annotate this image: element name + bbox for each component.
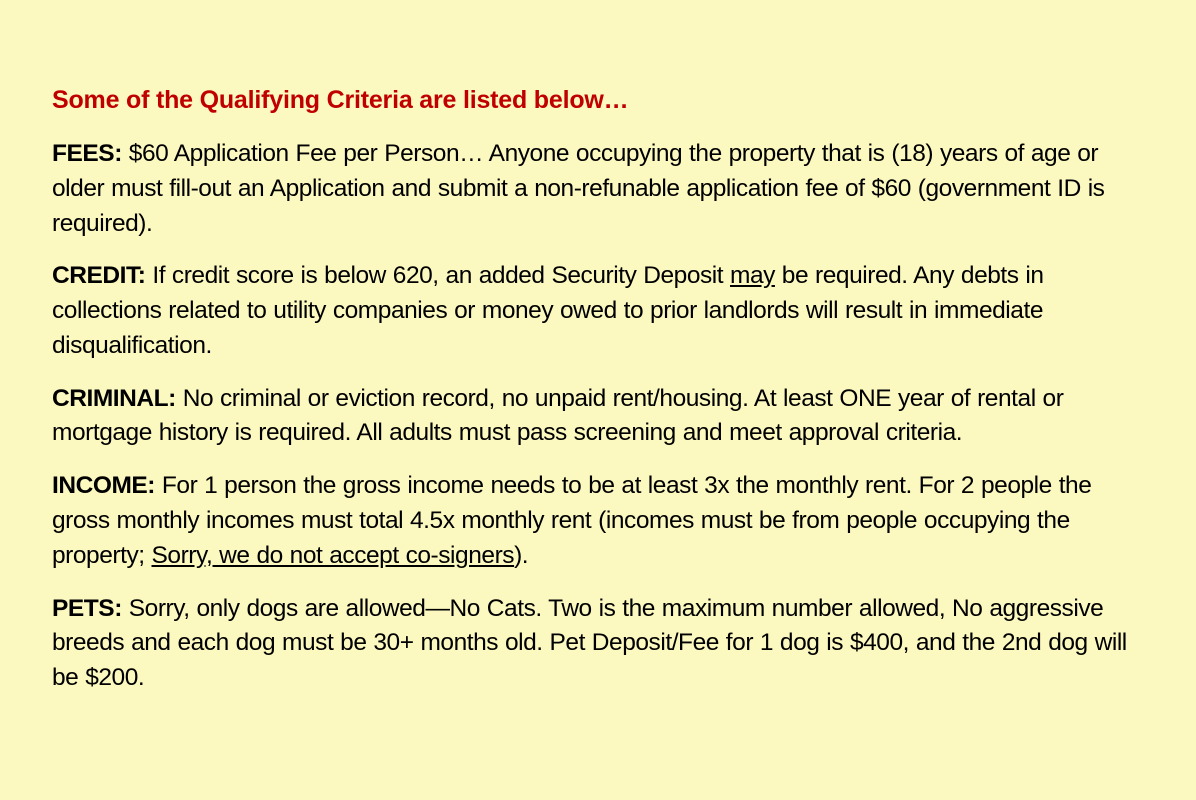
- criminal-text: No criminal or eviction record, no unpaid rent/housing. At least ONE year of rental or mortgage history is required. All adults must pass screening and meet approval criteria.: [52, 384, 1064, 447]
- criteria-paragraph-income: [52, 469, 1148, 573]
- criteria-paragraph-credit: [52, 259, 1148, 363]
- page-title: Some of the Qualifying Criteria are listed below…: [52, 86, 629, 114]
- criteria-paragraph-criminal: [52, 382, 1148, 452]
- fees-label: FEES:: [52, 140, 122, 167]
- income-label: INCOME:: [52, 472, 156, 500]
- credit-text-part-2: be required. Any debts in collections related to utility companies or money owed to prior landlords will result in immediate disqualification.: [52, 262, 1044, 359]
- credit-text-part-1: If credit score is below 620, an added Security Deposit: [145, 262, 731, 290]
- criteria-paragraph-fees: [52, 137, 1148, 241]
- income-emphasis-no-cosigners: Sorry, we do not accept co-signers: [151, 541, 515, 569]
- income-text-part-1: For 1 person the gross income needs to be at least 3x the monthly rent. For 2 people the gross monthly incomes must total 4.5x monthly rent (incomes must be from people occupying the property;: [52, 472, 1092, 569]
- income-text-part-2: ).: [514, 541, 529, 569]
- criminal-label: CRIMINAL:: [52, 384, 176, 412]
- pets-text: Sorry, only dogs are allowed—No Cats. Two is the maximum number allowed, No aggressive breeds and each dog must be 30+ months old. Pet Deposit/Fee for 1 dog is $400, and the 2nd dog will be $200.: [52, 594, 1127, 692]
- fees-text: $60 Application Fee per Person… Anyone occupying the property that is (18) years of age or older must fill-out an Application and submit a non-refunable application fee of $60 (government ID is required).: [52, 140, 1105, 237]
- criteria-paragraph-pets: [52, 592, 1148, 696]
- pets-label: PETS:: [52, 594, 122, 622]
- credit-emphasis-may: may: [730, 262, 775, 290]
- credit-label: CREDIT:: [52, 262, 146, 290]
